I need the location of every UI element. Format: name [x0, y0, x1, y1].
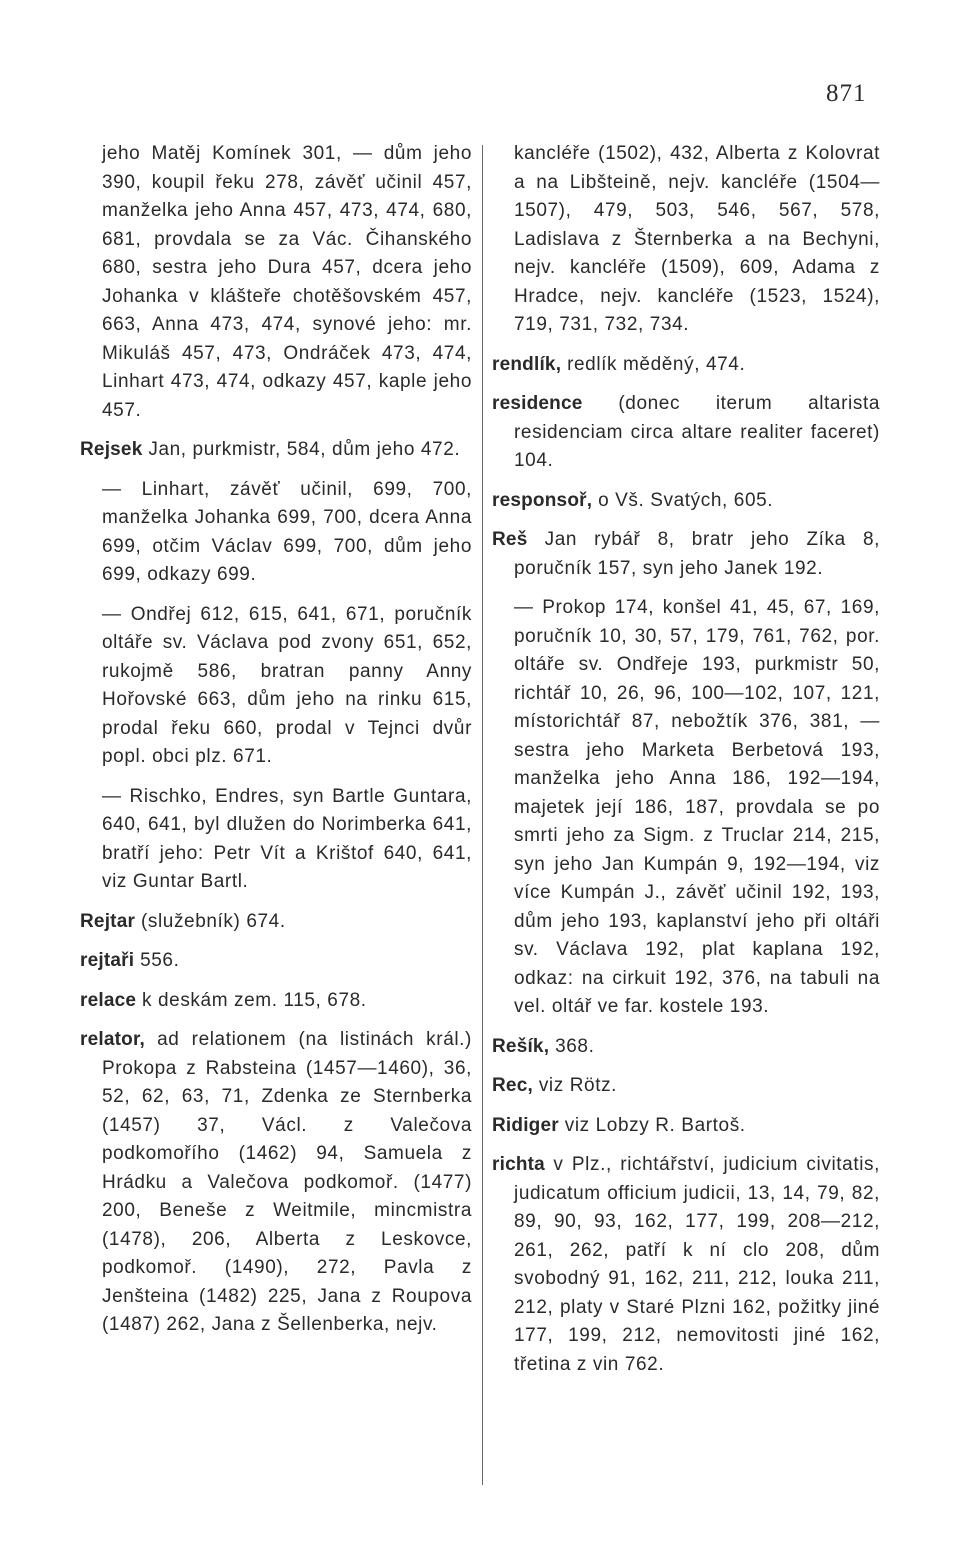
- index-entry: [80, 601, 472, 772]
- entry-text: — Rischko, Endres, syn Bartle Guntara, 640, 641, byl dlužen do Norimberka 641, bratří jeho: Petr Vít a Krištof 640, 641, viz Guntar Bartl.: [102, 785, 472, 892]
- column-divider: [482, 145, 483, 1485]
- entry-headword: Reš: [492, 529, 528, 550]
- entry-text: v Plz., richtářství, judicium civitatis, judicatum officium judicii, 13, 14, 79, 82, 89, 90, 93, 162, 177, 199, 208—212, 261, 262, patří k ní clo 208, dům svobodný 91, 162, 211, 212, louka 211, 212, platy v Staré Plzni 162, požitky jiné 177, 199, 212, nemovitosti jiné 162, třetina z vin 762.: [514, 1154, 880, 1375]
- left-column: [80, 140, 472, 1351]
- entry-text: — Prokop 174, konšel 41, 45, 67, 169, poručník 10, 30, 57, 179, 761, 762, por. oltáře sv. Ondřeje 193, purkmistr 50, richtář 10, 26, 96, 100—102, 107, 121, místorichtář 87, nebožtík 376, 381, — sestra jeho Marketa Berbetová 193, manželka jeho Anna 186, 192—194, majetek její 186, 187, provdala se po smrti jeho za Sigm. z Truclar 214, 215, syn jeho Jan Kumpán 9, 192—194, viz více Kumpán J., závěť učinil 192, 193, dům jeho 193, kaplanství jeho při oltáři sv. Václava 192, plat kaplana 192, odkaz: na cirkuit 192, 376, na tabuli na vel. oltář ve far. kostele 193.: [514, 597, 880, 1017]
- entry-text: jeho Matěj Komínek 301, — dům jeho 390, koupil řeku 278, závěť učinil 457, manželka jeho Anna 457, 473, 474, 680, 681, provdala se za Vác. Čihanského 680, sestra jeho Dura 457, dcera jeho Johanka v klášteře chotěšovském 457, 663, Anna 473, 474, synové jeho: mr. Mikuláš 457, 473, Ondráček 473, 474, Linhart 473, 474, odkazy 457, kaple jeho 457.: [102, 143, 472, 421]
- entry-text: 368.: [549, 1035, 595, 1057]
- index-entry: [492, 1151, 880, 1379]
- entry-text: kancléře (1502), 432, Alberta z Kolovrat a na Libšteině, nejv. kancléře (1504—1507), 479, 503, 546, 567, 578, Ladislava z Šternberka a na Bechyni, nejv. kancléře (1509), 609, Adama z Hradce, nejv. kancléře (1523, 1524), 719, 731, 732, 734.: [514, 143, 880, 335]
- index-entry: [492, 1072, 880, 1101]
- entry-text: — Linhart, závěť učinil, 699, 700, manželka Johanka 699, 700, dcera Anna 699, otčim Václav 699, 700, dům jeho 699, odkazy 699.: [102, 478, 472, 585]
- entry-headword: rendlík,: [492, 353, 562, 375]
- entry-text: ad relationem (na listinách král.) Prokopa z Rabsteina (1457—1460), 36, 52, 62, 63, 71, Zdenka ze Sternberka (1457) 37, Václ. z Valečova podkomořího (1462) 94, Samuela z Hrádku a Valečova podkomoř. (1477) 200, Beneše z Weitmile, mincmistra (1478), 206, Alberta z Leskovce, podkomoř. (1490), 272, Pavla z Jenšteina (1482) 225, Jana z Roupova (1487) 262, Jana z Šellenberka, nejv.: [102, 1029, 472, 1335]
- index-entry: [492, 390, 880, 476]
- index-entry: [80, 908, 472, 937]
- entry-text: (služebník) 674.: [135, 910, 286, 932]
- index-entry: [80, 476, 472, 590]
- right-column: [492, 140, 880, 1390]
- index-entry: [492, 594, 880, 1022]
- entry-headword: relace: [80, 989, 137, 1011]
- entry-text: Jan rybář 8, bratr jeho Zíka 8, poručník 157, syn jeho Janek 192.: [514, 529, 880, 579]
- entry-headword: Rec,: [492, 1075, 533, 1096]
- entry-headword: richta: [492, 1154, 545, 1175]
- entry-text: redlík měděný, 474.: [561, 353, 746, 375]
- index-entry: [80, 947, 472, 976]
- index-entry: [80, 140, 472, 425]
- entry-text: o Vš. Svatých, 605.: [592, 489, 774, 511]
- entry-headword: rejtaři: [80, 950, 135, 971]
- index-entry: [492, 487, 880, 516]
- index-entry: [492, 351, 880, 380]
- entry-headword: Rešík,: [492, 1035, 550, 1057]
- entry-text: viz Rötz.: [532, 1075, 618, 1096]
- index-entry: [492, 140, 880, 340]
- index-entry: [80, 987, 472, 1016]
- entry-headword: Ridiger: [492, 1114, 559, 1136]
- index-entry: [80, 436, 472, 465]
- entry-headword: Rejtar: [80, 910, 136, 932]
- entry-headword: responsoř,: [492, 489, 593, 511]
- entry-text: k deskám zem. 115, 678.: [136, 989, 367, 1011]
- index-entry: [492, 1112, 880, 1141]
- entry-text: Jan, purkmistr, 584, dům jeho 472.: [142, 439, 461, 460]
- page-number: 871: [826, 80, 867, 107]
- entry-headword: Rejsek: [80, 439, 143, 460]
- entry-headword: residence: [492, 393, 583, 414]
- entry-text: — Ondřej 612, 615, 641, 671, poručník oltáře sv. Václava pod zvony 651, 652, rukojmě 586, bratran panny Anny Hořovské 663, dům jeho na rinku 615, prodal řeku 660, prodal v Tejnci dvůr popl. obci plz. 671.: [102, 603, 472, 767]
- entry-text: viz Lobzy R. Bartoš.: [558, 1114, 746, 1136]
- index-entry: [80, 783, 472, 897]
- entry-text: 556.: [134, 950, 180, 971]
- entry-text: (donec iterum altarista residenciam circa altare realiter faceret) 104.: [514, 393, 880, 471]
- index-entry: [80, 1026, 472, 1340]
- index-entry: [492, 1033, 880, 1062]
- index-entry: [492, 526, 880, 583]
- entry-headword: relator,: [80, 1029, 145, 1050]
